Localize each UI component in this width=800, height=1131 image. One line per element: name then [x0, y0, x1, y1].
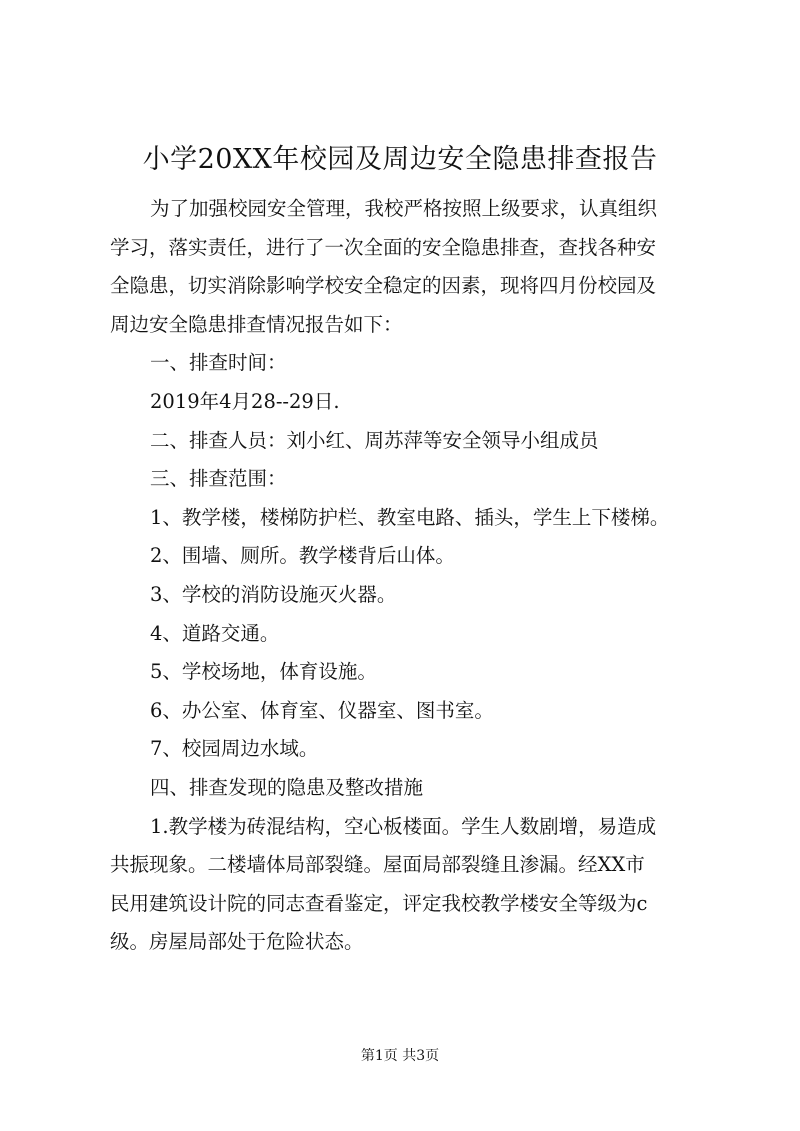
paragraph-line: 全隐患，切实消除影响学校安全稳定的因素，现将四月份校园及	[110, 274, 657, 298]
section-heading-findings: 四、排查发现的隐患及整改措施	[150, 775, 424, 799]
paragraph-line: 周边安全隐患排查情况报告如下：	[110, 312, 403, 336]
scope-item: 6、办公室、体育室、仪器室、图书室。	[150, 698, 494, 722]
paragraph-line: 级。房屋局部处于危险状态。	[110, 930, 364, 954]
paragraph-line: 1.教学楼为砖混结构，空心板楼面。学生人数剧增，易造成	[150, 814, 657, 838]
paragraph-line: 为了加强校园安全管理，我校严格按照上级要求，认真组织	[150, 197, 658, 220]
paragraph-line: 共振现象。二楼墙体局部裂缝。屋面局部裂缝且渗漏。经XX市	[110, 853, 645, 877]
paragraph-line: 学习，落实责任，进行了一次全面的安全隐患排查，查找各种安	[110, 235, 657, 259]
document-body	[110, 190, 710, 962]
section-heading-scope: 三、排查范围：	[150, 467, 287, 491]
section-heading-time: 一、排查时间：	[150, 351, 287, 375]
scope-item: 2、围墙、厕所。教学楼背后山体。	[150, 544, 455, 568]
inspection-date: 2019年4月28--29日.	[150, 389, 340, 413]
scope-item: 1、教学楼，楼梯防护栏、教室电路、插头，学生上下楼梯。	[150, 505, 670, 529]
scope-item: 7、校园周边水域。	[150, 737, 319, 761]
section-heading-personnel: 二、排查人员：刘小红、周苏萍等安全领导小组成员	[150, 428, 599, 452]
page-footer: 第1页 共3页	[360, 1048, 440, 1064]
scope-item: 4、道路交通。	[150, 621, 280, 645]
paragraph-line: 民用建筑设计院的同志查看鉴定，评定我校教学楼安全等级为c	[110, 891, 648, 915]
document-title: 小学20XX年校园及周边安全隐患排查报告	[142, 144, 658, 175]
scope-item: 5、学校场地，体育设施。	[150, 660, 377, 684]
scope-item: 3、学校的消防设施灭火器。	[150, 582, 397, 606]
